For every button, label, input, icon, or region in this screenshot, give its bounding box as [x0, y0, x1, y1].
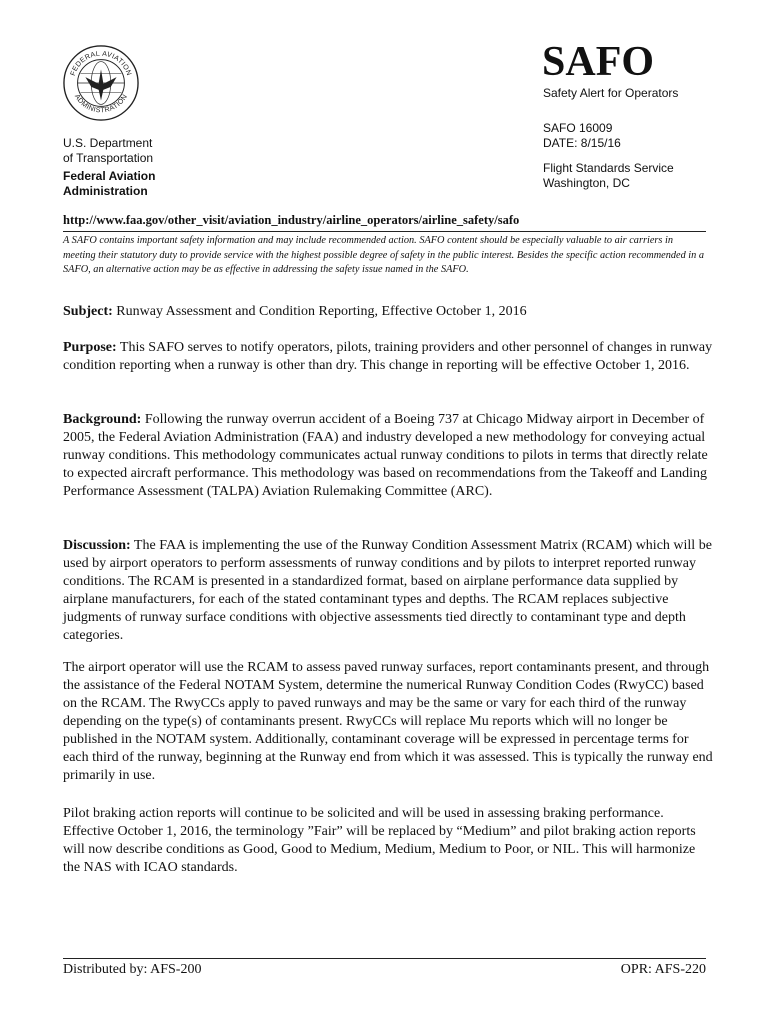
footer-opr: OPR: AFS-220 — [620, 962, 706, 977]
pilot-braking-paragraph: Pilot braking action reports will continue to be solicited and will be used in assessing braking performance. Effective October 1, 2016, the terminology ”Fair” will be replaced by “Medium” and pilot braking action reports will now describe conditions as Good, Good to Medium, Medium, Medium to Poor, or NIL. This will harmonize the NAS with ICAO standards. — [63, 806, 696, 875]
agency-block — [63, 136, 155, 199]
subject-paragraph — [63, 303, 715, 321]
agency-line-2: Administration — [63, 184, 148, 198]
purpose-paragraph — [63, 339, 715, 375]
discussion-text: The FAA is implementing the use of the Runway Condition Assessment Matrix (RCAM) which will be used by airport operators to perform assessments of runway conditions and by pilots to interpret reported runway conditions. The RCAM is presented in a standardized format, based on airplane performance data supplied by airplane manufacturers, for each of the stated contaminant types and depths. The RCAM replaces subjective judgments of runway surface conditions with objective assessments tied directly to contaminant type and depth categories. — [63, 538, 712, 643]
subject-text: Runway Assessment and Condition Reporting, Effective October 1, 2016 — [112, 304, 527, 319]
seal-text-top: FEDERAL AVIATION — [69, 50, 133, 77]
document-title: SAFO — [542, 39, 655, 85]
footer-divider — [63, 958, 706, 959]
header-divider — [63, 231, 706, 232]
subject-label: Subject: — [63, 304, 113, 319]
dept-line-2: of Transportation — [63, 151, 154, 165]
service-location: Washington, DC — [543, 176, 630, 190]
safo-url-link[interactable]: http://www.faa.gov/other_visit/aviation_industry/airline_operators/airline_safety/safo — [63, 213, 520, 227]
purpose-label: Purpose: — [63, 340, 117, 355]
discussion-paragraph — [63, 537, 715, 645]
safo-meta-block — [543, 121, 674, 191]
discussion-label: Discussion: — [63, 538, 131, 553]
footer-distributed-by: Distributed by: AFS-200 — [63, 962, 202, 977]
purpose-text: This SAFO serves to notify operators, pilots, training providers and other personnel of changes in runway condition reporting when a runway is other than dry. This change in reporting will be effective October 1, 2016. — [63, 340, 713, 373]
safo-date: DATE: 8/15/16 — [543, 136, 621, 150]
background-text: Following the runway overrun accident of a Boeing 737 at Chicago Midway airport in December of 2005, the Federal Aviation Administration (FAA) and industry developed a new methodology for conveying actual runway conditions. This methodology communicates actual runway conditions to pilots in terms that directly relate to expected aircraft performance. This methodology was based on recommendations from the Takeoff and Landing Performance Assessment (TALPA) Aviation Rulemaking Committee (ARC). — [63, 412, 708, 499]
background-paragraph — [63, 411, 715, 501]
agency-line-1: Federal Aviation — [63, 169, 156, 183]
faa-seal-logo — [62, 44, 140, 122]
document-subtitle: Safety Alert for Operators — [543, 86, 679, 100]
seal-text-bottom: ADMINISTRATION — [72, 93, 130, 115]
background-label: Background: — [63, 412, 142, 427]
dept-line-1: U.S. Department — [63, 136, 153, 150]
service-name: Flight Standards Service — [543, 161, 674, 175]
safo-number: SAFO 16009 — [543, 121, 613, 135]
airport-operator-paragraph: The airport operator will use the RCAM to assess paved runway surfaces, report contaminants present, and through the assistance of the Federal NOTAM System, determine the numerical Runway Condition Codes (RwyCC) based on the RCAM. The RwyCCs apply to paved runways and may be the same or vary for each third of the runway depending on the type(s) of contaminants present. RwyCCs will replace Mu reports which will no longer be published in the NOTAM system. Additionally, contaminant coverage will be expressed in percentage terms for each third of the runway, beginning at the Runway end from which it was assessed. This is typically the runway end primarily in use. — [63, 660, 713, 783]
disclaimer-text: A SAFO contains important safety information and may include recommended action. SAFO content should be especially valuable to air carriers in meeting their statutory duty to provide service with the highest possible degree of safety in the public interest. Besides the specific action recommended in a SAFO, an alternative action may be as effective in addressing the safety issue named in the SAFO. — [63, 235, 705, 275]
